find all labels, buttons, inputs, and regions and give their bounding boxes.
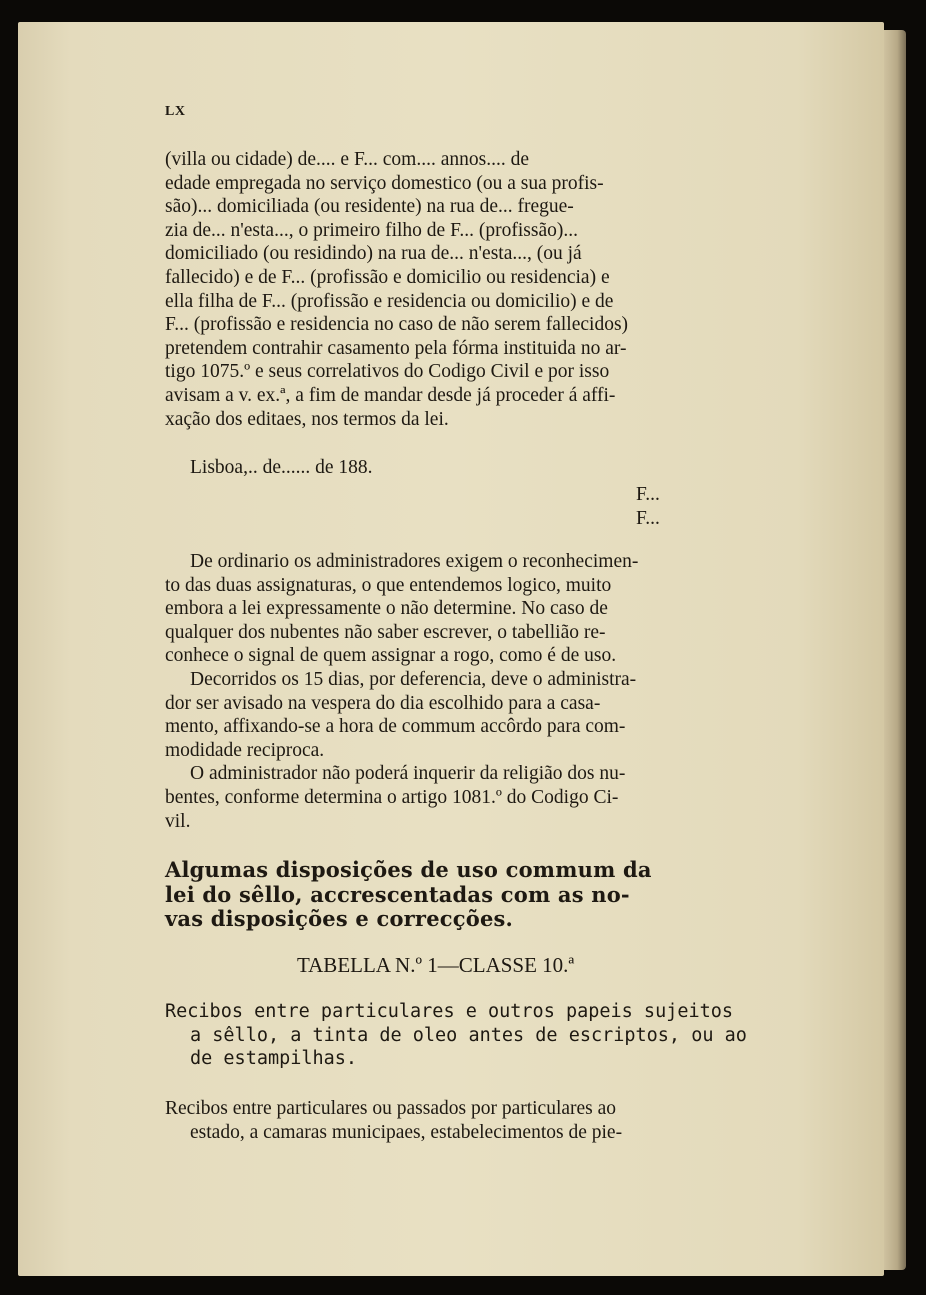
form-line: avisam a v. ex.ª, a fim de mandar desde já proceder á affi- xyxy=(165,384,616,406)
text-line: embora a lei expressamente o não determine. No caso de xyxy=(165,598,608,620)
form-line: domiciliado (ou residindo) na rua de... n'esta..., (ou já xyxy=(165,243,582,265)
text-line: Decorridos os 15 dias, por deferencia, deve o administra- xyxy=(190,668,637,690)
table-item-2 xyxy=(165,1097,785,1144)
page-number: LX xyxy=(165,104,186,119)
item-line: a sêllo, a tinta de oleo antes de escriptos, ou ao xyxy=(190,1024,747,1046)
signature-2: F... xyxy=(636,508,660,529)
heading-line: Algumas disposições de uso commum da xyxy=(165,857,652,882)
item-line: Recibos entre particulares e outros papeis sujeitos xyxy=(165,1001,734,1022)
paragraph-recognition xyxy=(165,550,785,833)
signature-1: F... xyxy=(636,484,660,505)
form-line: edade empregada no serviço domestico (ou a sua profis- xyxy=(165,172,604,194)
heading-line: lei do sêllo, accrescentadas com as no- xyxy=(165,881,630,907)
text-line: to das duas assignaturas, o que entendemos logico, muito xyxy=(165,574,612,596)
item-line: estado, a camaras municipaes, estabelecimentos de pie- xyxy=(190,1121,623,1143)
text-line: bentes, conforme determina o artigo 1081.º do Codigo Ci- xyxy=(165,786,619,808)
text-line: dor ser avisado na vespera do dia escolhido para a casa- xyxy=(165,692,601,714)
item-line: Recibos entre particulares ou passados por particulares ao xyxy=(165,1098,617,1119)
heading-line: vas disposições e correcções. xyxy=(165,906,514,931)
form-text xyxy=(165,148,785,431)
text-line: conhece o signal de quem assignar a rogo, como é de uso. xyxy=(165,645,617,667)
text-line: O administrador não poderá inquerir da religião dos nu- xyxy=(190,763,626,785)
page-edge xyxy=(884,30,906,1270)
table-item-1 xyxy=(165,1000,785,1071)
item-line: de estampilhas. xyxy=(190,1048,358,1069)
table-title: TABELLA N.º 1—CLASSE 10.ª xyxy=(297,953,575,977)
section-heading xyxy=(165,858,785,932)
text-line: mento, affixando-se a hora de commum accôrdo para com- xyxy=(165,716,626,738)
text-line: vil. xyxy=(165,810,191,832)
form-line: zia de... n'esta..., o primeiro filho de F... (profissão)... xyxy=(165,219,578,241)
form-line: ella filha de F... (profissão e residencia ou domicilio) e de xyxy=(165,290,614,312)
text-line: qualquer dos nubentes não saber escrever, o tabellião re- xyxy=(165,621,606,643)
form-line: tigo 1075.º e seus correlativos do Codigo Civil e por isso xyxy=(165,361,610,383)
form-line: fallecido) e de F... (profissão e domicilio ou residencia) e xyxy=(165,266,610,288)
form-line: (villa ou cidade) de.... e F... com.... annos.... de xyxy=(165,149,529,170)
form-line: pretendem contrahir casamento pela fórma instituida no ar- xyxy=(165,337,627,359)
text-line: De ordinario os administradores exigem o reconhecimen- xyxy=(190,551,639,572)
place-date: Lisboa,.. de...... de 188. xyxy=(190,457,373,478)
form-line: são)... domiciliada (ou residente) na rua de... fregue- xyxy=(165,196,574,218)
form-line: xação dos editaes, nos termos da lei. xyxy=(165,408,449,430)
form-line: F... (profissão e residencia no caso de não serem fallecidos) xyxy=(165,314,629,336)
text-line: modidade reciproca. xyxy=(165,739,325,761)
